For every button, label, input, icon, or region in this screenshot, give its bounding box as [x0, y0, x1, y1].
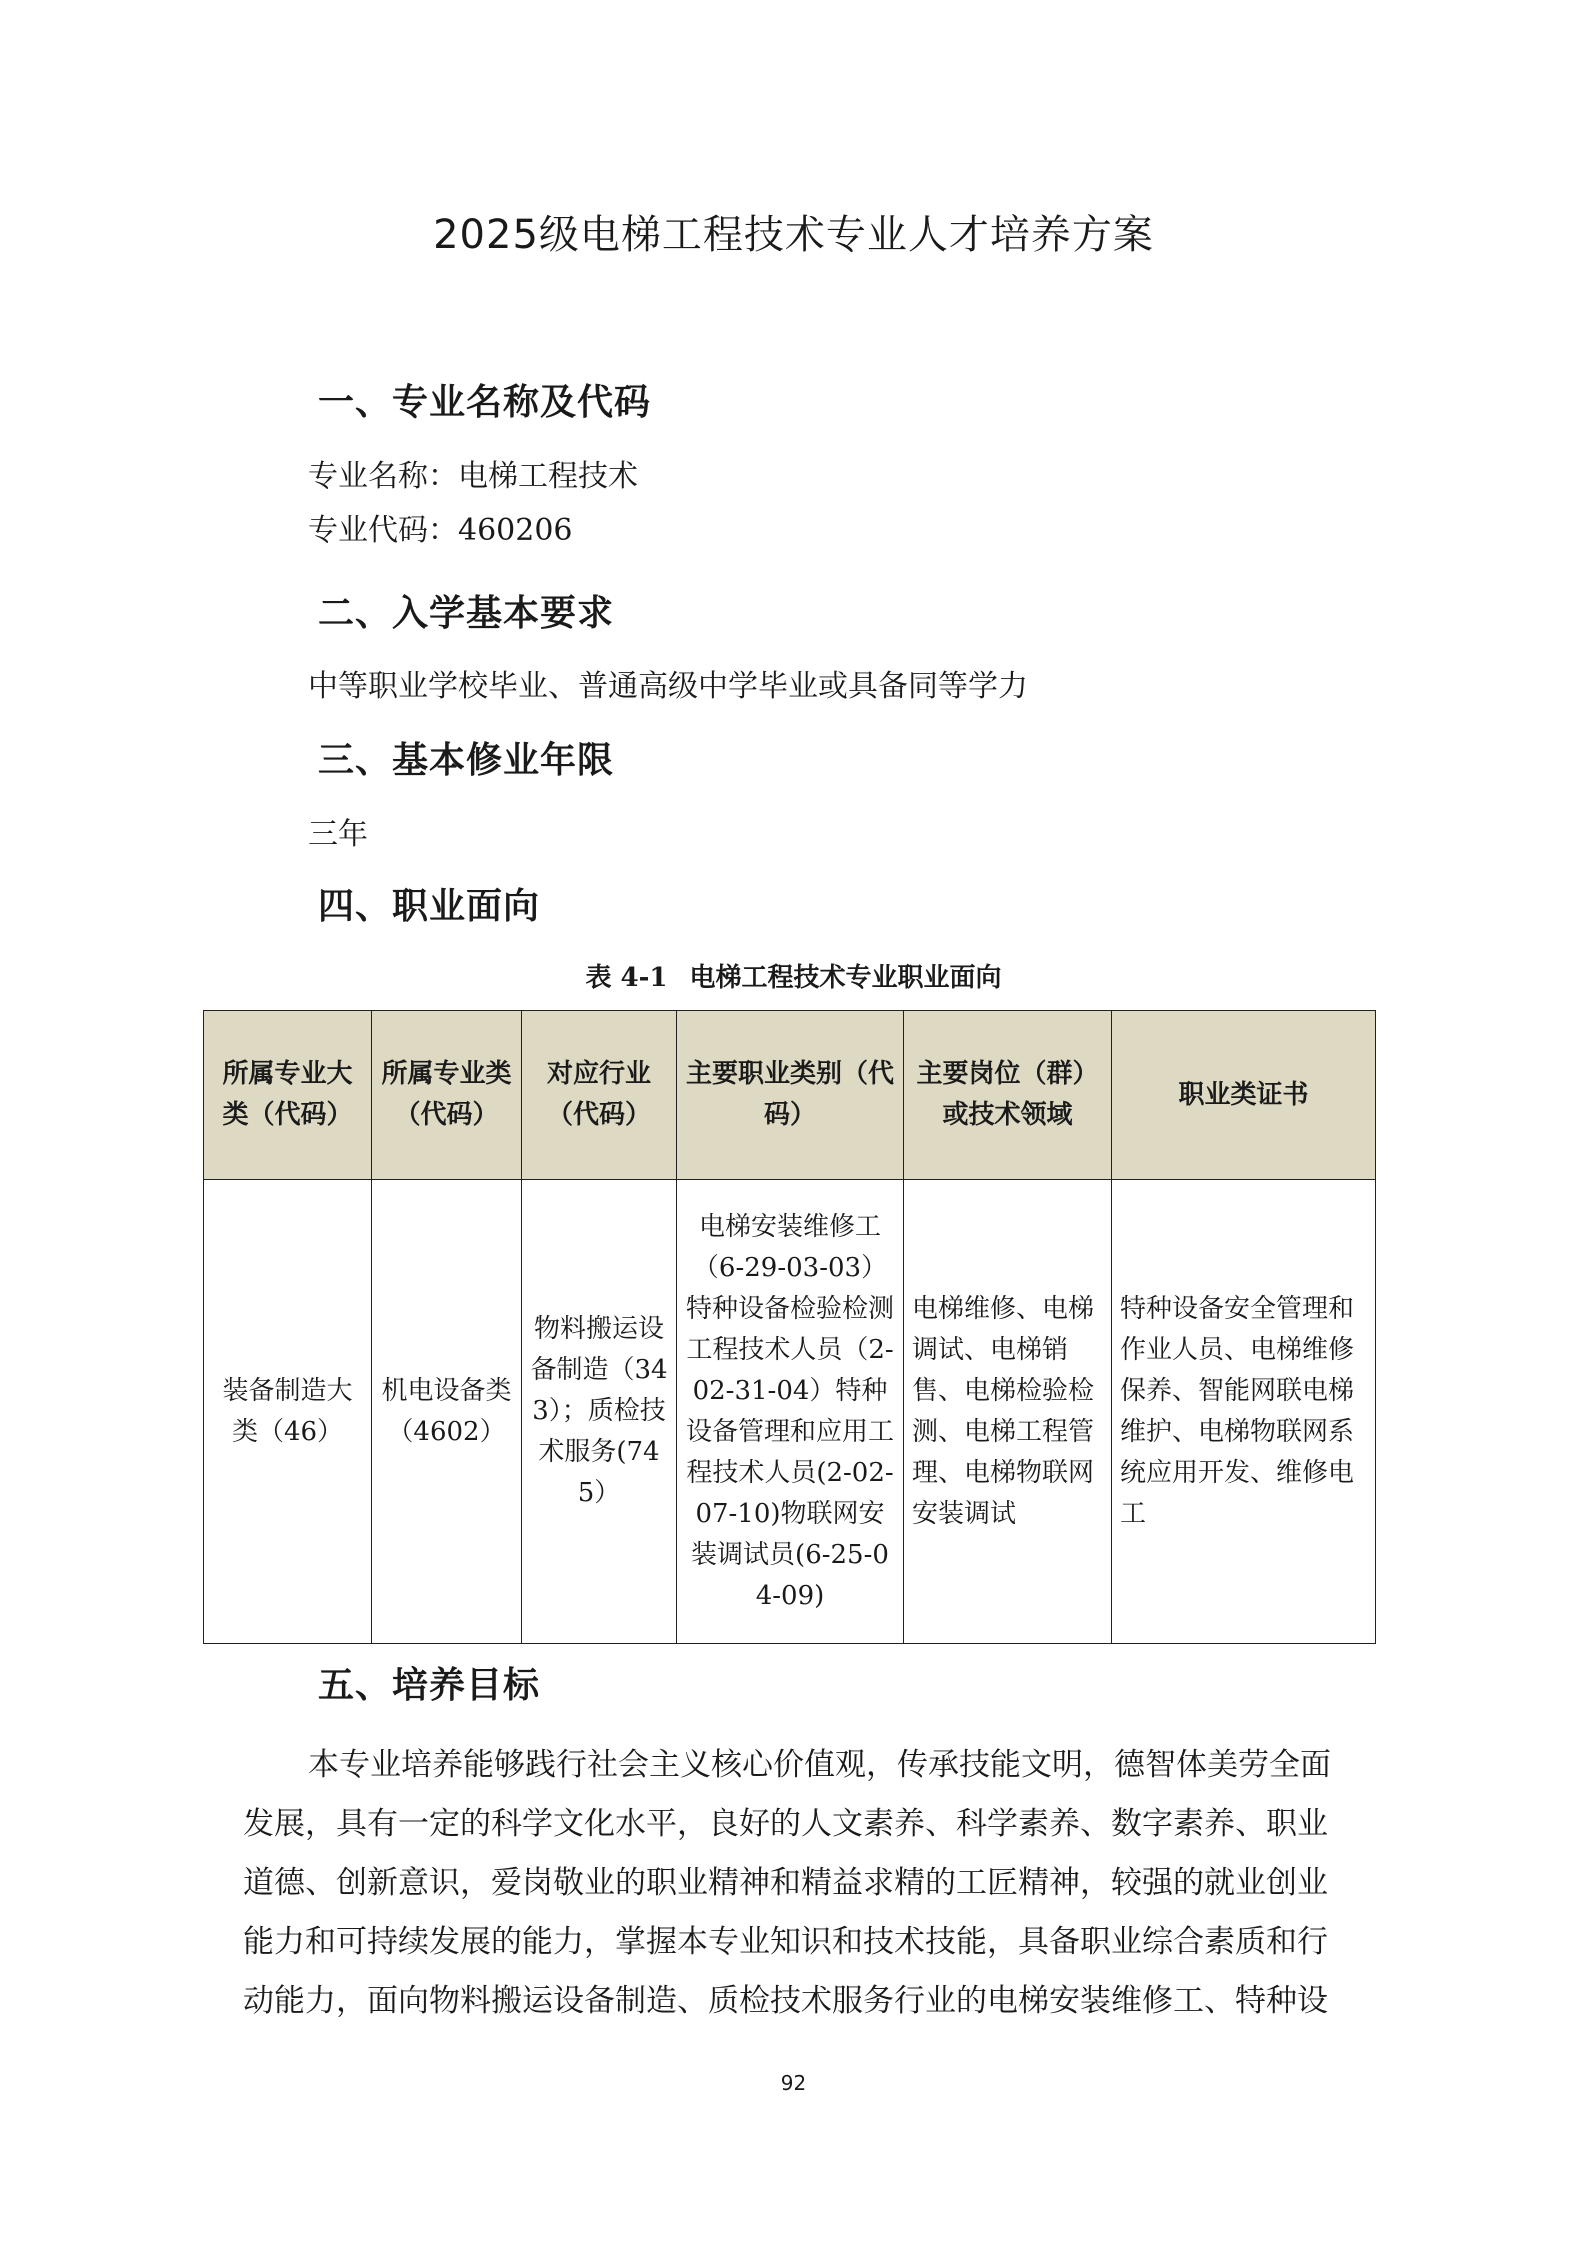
- study-duration: 三年: [308, 817, 368, 852]
- cell-major-class: 机电设备类（4602）: [372, 1180, 522, 1644]
- table-header-row: [204, 1011, 1376, 1180]
- cell-industry: 物料搬运设备制造（343）；质检技术服务(745）: [522, 1180, 677, 1644]
- header-certificates: 职业类证书: [1112, 1011, 1376, 1180]
- admission-requirement: 中等职业学校毕业、普通高级中学毕业或具备同等学力: [308, 669, 1028, 704]
- occupation-table: [203, 1010, 1376, 1644]
- cell-major-category: 装备制造大类（46）: [204, 1180, 372, 1644]
- cell-certificates: 特种设备安全管理和作业人员、电梯维修保养、智能网联电梯维护、电梯物联网系统应用开发、维修电工: [1112, 1180, 1376, 1644]
- table-caption: [0, 960, 1587, 996]
- header-major-category: 所属专业大类（代码）: [204, 1011, 372, 1180]
- page-title: 2025级电梯工程技术专业人才培养方案: [433, 212, 1154, 258]
- cell-main-positions: 电梯维修、电梯调试、电梯销售、电梯检验检测、电梯工程管理、电梯物联网安装调试: [904, 1180, 1112, 1644]
- paragraph-line: 本专业培养能够践行社会主义核心价值观，传承技能文明，德智体美劳全面: [308, 1747, 1331, 1783]
- major-code-line: 专业代码：460206: [308, 513, 573, 548]
- section-heading-4: 四、职业面向: [318, 886, 541, 927]
- page-number: 92: [780, 2071, 807, 2095]
- header-major-class: 所属专业类（代码）: [372, 1011, 522, 1180]
- major-name-line: 专业名称：电梯工程技术: [308, 459, 638, 494]
- table-caption-title: 电梯工程技术专业职业面向: [689, 963, 1002, 993]
- section-heading-3: 三、基本修业年限: [318, 740, 615, 781]
- table-row: [204, 1180, 1376, 1644]
- paragraph-line: 动能力，面向物料搬运设备制造、质检技术服务行业的电梯安装维修工、特种设: [243, 1983, 1328, 2019]
- table-caption-number: 表 4-1: [585, 963, 668, 993]
- section-heading-1: 一、专业名称及代码: [318, 382, 652, 423]
- header-occupation-category: 主要职业类别（代码）: [677, 1011, 904, 1180]
- header-main-positions: 主要岗位（群）或技术领域: [904, 1011, 1112, 1180]
- section-heading-2: 二、入学基本要求: [318, 593, 615, 634]
- cell-occupation-category: 电梯安装维修工（6-29-03-03）特种设备检验检测工程技术人员（2-02-31-04）特种设备管理和应用工程技术人员(2-02-07-10)物联网安装调试员(6-25-04-09): [677, 1180, 904, 1644]
- paragraph-line: 能力和可持续发展的能力，掌握本专业知识和技术技能，具备职业综合素质和行: [243, 1924, 1328, 1960]
- paragraph-line: 发展，具有一定的科学文化水平，良好的人文素养、科学素养、数字素养、职业: [243, 1806, 1328, 1842]
- paragraph-line: 道德、创新意识，爱岗敬业的职业精神和精益求精的工匠精神，较强的就业创业: [243, 1865, 1328, 1901]
- header-industry: 对应行业（代码）: [522, 1011, 677, 1180]
- section-heading-5: 五、培养目标: [318, 1665, 541, 1706]
